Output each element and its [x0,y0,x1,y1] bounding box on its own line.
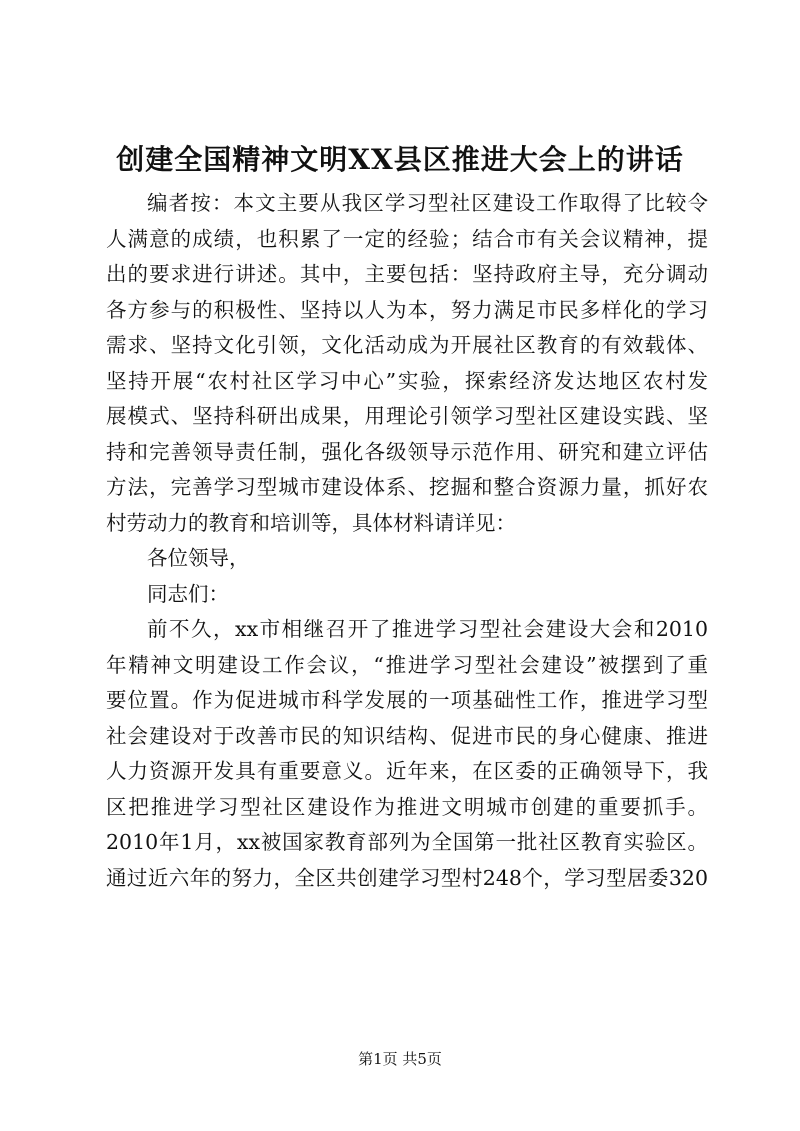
paragraph-line: 展模式、坚持科研出成果，用理论引领学习型社区建设实践、坚 [106,404,708,428]
paragraph-line: 通过近六年的努力，全区共创建学习型村248个，学习型居委320 [106,865,708,890]
paragraph-line: 村劳动力的教育和培训等，具体材料请详见： [106,510,516,535]
paragraph-line: 年精神文明建设工作会议，“推进学习型社会建设”被摆到了重 [106,652,708,677]
body-text [106,186,708,896]
page-title: 创建全国精神文明XX县区推进大会上的讲话 [116,143,684,176]
paragraph-line: 要位置。作为促进城市科学发展的一项基础性工作，推进学习型 [106,688,708,712]
paragraph-line: 人满意的成绩，也积累了一定的经验；结合市有关会议精神，提 [106,226,708,251]
paragraph-line: 区把推进学习型社区建设作为推进文明城市创建的重要抓手。 [106,794,708,819]
paragraph-line: 需求、坚持文化引领，文化活动成为开展社区教育的有效载体、 [106,333,708,357]
paragraph-line: 社会建设对于改善市民的知识结构、促进市民的身心健康、推进 [106,723,708,748]
salutation-line: 同志们： [147,581,229,606]
paragraph-line: 前不久，xx市相继召开了推进学习型社会建设大会和2010 [147,617,708,641]
paragraph-line: 出的要求进行讲述。其中，主要包括：坚持政府主导，充分调动 [106,262,708,286]
page-number-footer: 第1页 共5页 [358,1050,442,1068]
paragraph-line: 2010年1月，xx被国家教育部列为全国第一批社区教育实验区。 [106,830,708,854]
paragraph-line: 方法，完善学习型城市建设体系、挖掘和整合资源力量，抓好农 [106,475,708,499]
paragraph-line: 各方参与的积极性、坚持以人为本，努力满足市民多样化的学习 [106,297,708,322]
paragraph-line: 人力资源开发具有重要意义。近年来，在区委的正确领导下，我 [106,759,708,783]
paragraph-line: 持和完善领导责任制，强化各级领导示范作用、研究和建立评估 [106,439,708,464]
paragraph-line: 编者按：本文主要从我区学习型社区建设工作取得了比较令 [147,191,708,215]
salutation-line: 各位领导， [147,546,250,570]
paragraph-line: 坚持开展“农村社区学习中心”实验，探索经济发达地区农村发 [106,368,708,393]
